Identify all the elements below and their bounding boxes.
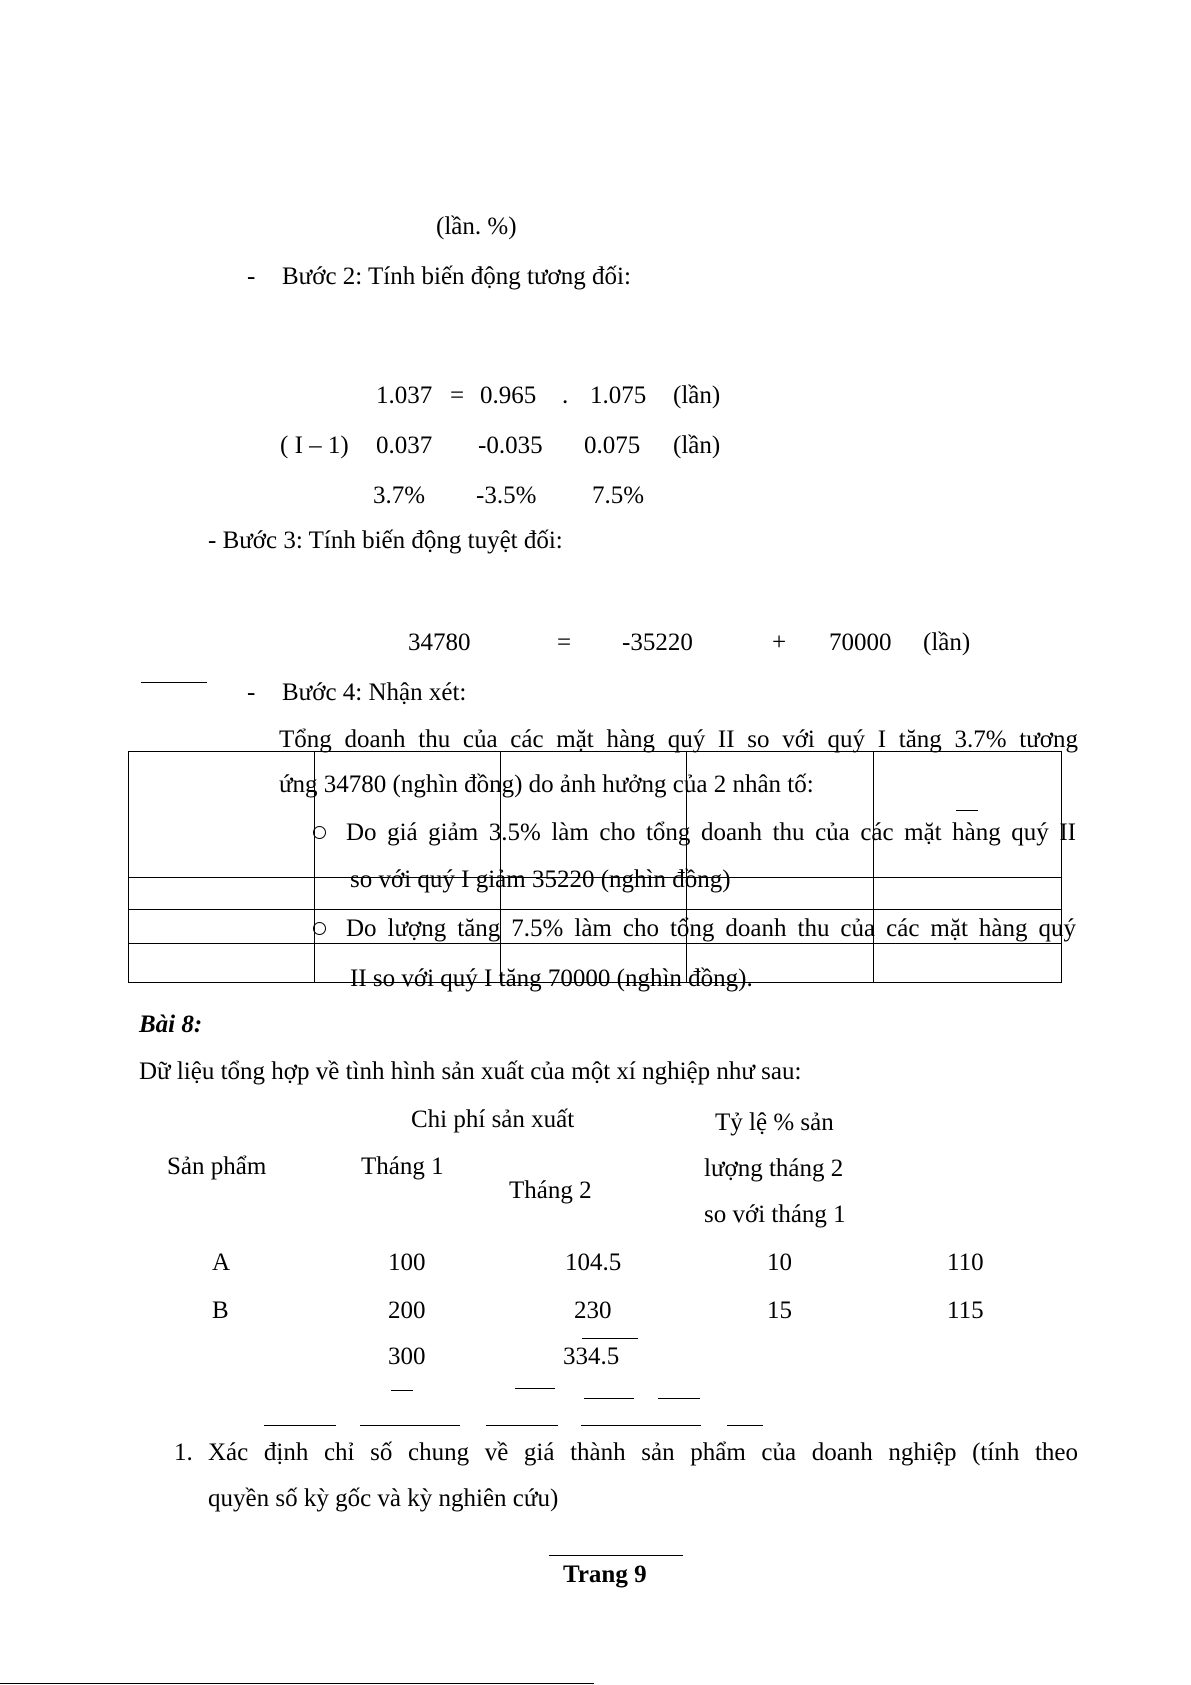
rel-a-1: 0.965	[480, 382, 537, 409]
cell-product: B	[212, 1297, 229, 1324]
rel-lhs-1: 1.037	[376, 382, 433, 409]
abs-lhs: 34780	[408, 629, 471, 656]
step2-dash: -	[247, 263, 256, 290]
step1-unit: (lần. %)	[436, 213, 517, 240]
step4-heading: Bước 4: Nhận xét:	[282, 679, 467, 706]
exercise-title: Bài 8:	[139, 1011, 203, 1038]
cell-ratio: 10	[767, 1249, 792, 1276]
grid-col-line-4	[873, 751, 874, 983]
header-ratio-line-3: so với tháng 1	[704, 1201, 846, 1228]
rel-lhs-2: 0.037	[376, 432, 433, 459]
rel-unit-2: (lần)	[673, 432, 721, 459]
header-month2: Tháng 2	[509, 1177, 592, 1204]
question-line-1: Xác định chỉ số chung về giá thành sản phẩm của doanh nghiệp (tính theo	[208, 1439, 1078, 1466]
stray-rule	[141, 682, 207, 683]
comment-line-1: Tổng doanh thu của các mặt hàng quý II so với quý I tăng 3.7% tương	[279, 726, 1078, 753]
bottom-rule	[0, 1683, 594, 1684]
stray-rule	[727, 1425, 763, 1426]
step4-dash: -	[247, 679, 256, 706]
abs-b: 70000	[829, 629, 892, 656]
abs-unit: (lần)	[923, 629, 971, 656]
bullet1-line-2: so với quý I giảm 35220 (nghìn đồng)	[350, 866, 731, 893]
cell-ratio: 15	[767, 1297, 792, 1324]
comment-line-2: ứng 34780 (nghìn đồng) do ảnh hưởng của 2 nhân tố:	[279, 771, 814, 798]
stray-rule	[582, 1338, 638, 1339]
abs-a: -35220	[622, 629, 693, 656]
page-number: Trang 9	[563, 1561, 647, 1588]
header-cost: Chi phí sản xuất	[411, 1106, 575, 1133]
stray-rule	[486, 1425, 558, 1426]
stray-rule	[391, 1390, 413, 1391]
stray-rule	[264, 1425, 336, 1426]
rel-a-3: -3.5%	[476, 482, 537, 509]
rel-b-1: 1.075	[590, 382, 647, 409]
stray-rule	[360, 1425, 460, 1426]
bullet2-line-1: Do lượng tăng 7.5% làm cho tổng doanh thu của các mặt hàng quý	[346, 915, 1076, 942]
cell-month1: 200	[388, 1297, 426, 1324]
bullet-circle-2	[313, 922, 326, 935]
rel-dot-1: .	[562, 382, 569, 409]
exercise-intro: Dữ liệu tổng hợp về tình hình sản xuất của một xí nghiệp như sau:	[139, 1058, 802, 1085]
cell-month2: 104.5	[565, 1249, 622, 1276]
grid-row-line-2	[128, 909, 1062, 910]
rel-lhs-label-2: ( I – 1)	[280, 432, 349, 459]
cell-extra: 110	[947, 1249, 984, 1276]
grid-row-line-3	[128, 943, 1062, 944]
stray-rule	[584, 1398, 634, 1399]
cell-month1: 100	[388, 1249, 426, 1276]
rel-b-2: 0.075	[584, 432, 641, 459]
footer-rule	[549, 1555, 683, 1556]
header-ratio-line-2: lượng tháng 2	[704, 1155, 844, 1182]
question-line-2: quyền số kỳ gốc và kỳ nghiên cứu)	[208, 1485, 559, 1512]
step2-heading: Bước 2: Tính biến động tương đối:	[282, 263, 631, 290]
abs-plus: +	[772, 629, 787, 656]
stray-rule	[581, 1425, 701, 1426]
rel-a-2: -0.035	[478, 432, 543, 459]
total-month1: 300	[388, 1343, 426, 1370]
abs-eq: =	[557, 629, 572, 656]
stray-rule	[515, 1388, 555, 1389]
bullet-circle-1	[313, 826, 326, 839]
grid-tick	[956, 810, 978, 811]
step3-heading: - Bước 3: Tính biến động tuyệt đối:	[208, 527, 563, 554]
header-month1: Tháng 1	[361, 1153, 444, 1180]
cell-month2: 230	[574, 1297, 612, 1324]
header-ratio-line-1: Tỷ lệ % sản	[715, 1109, 834, 1136]
cell-product: A	[212, 1249, 231, 1276]
bullet1-line-1: Do giá giảm 3.5% làm cho tổng doanh thu của các mặt hàng quý II	[346, 819, 1076, 846]
rel-eq-1: =	[450, 382, 465, 409]
cell-extra: 115	[947, 1297, 984, 1324]
header-product: Sản phẩm	[167, 1153, 267, 1180]
rel-lhs-3: 3.7%	[373, 482, 426, 509]
question-number: 1.	[174, 1439, 193, 1466]
total-month2: 334.5	[563, 1343, 620, 1370]
stray-rule	[658, 1398, 700, 1399]
rel-b-3: 7.5%	[592, 482, 645, 509]
bullet2-line-2: II so với quý I tăng 70000 (nghìn đồng).	[350, 965, 753, 992]
rel-unit-1: (lần)	[673, 382, 721, 409]
